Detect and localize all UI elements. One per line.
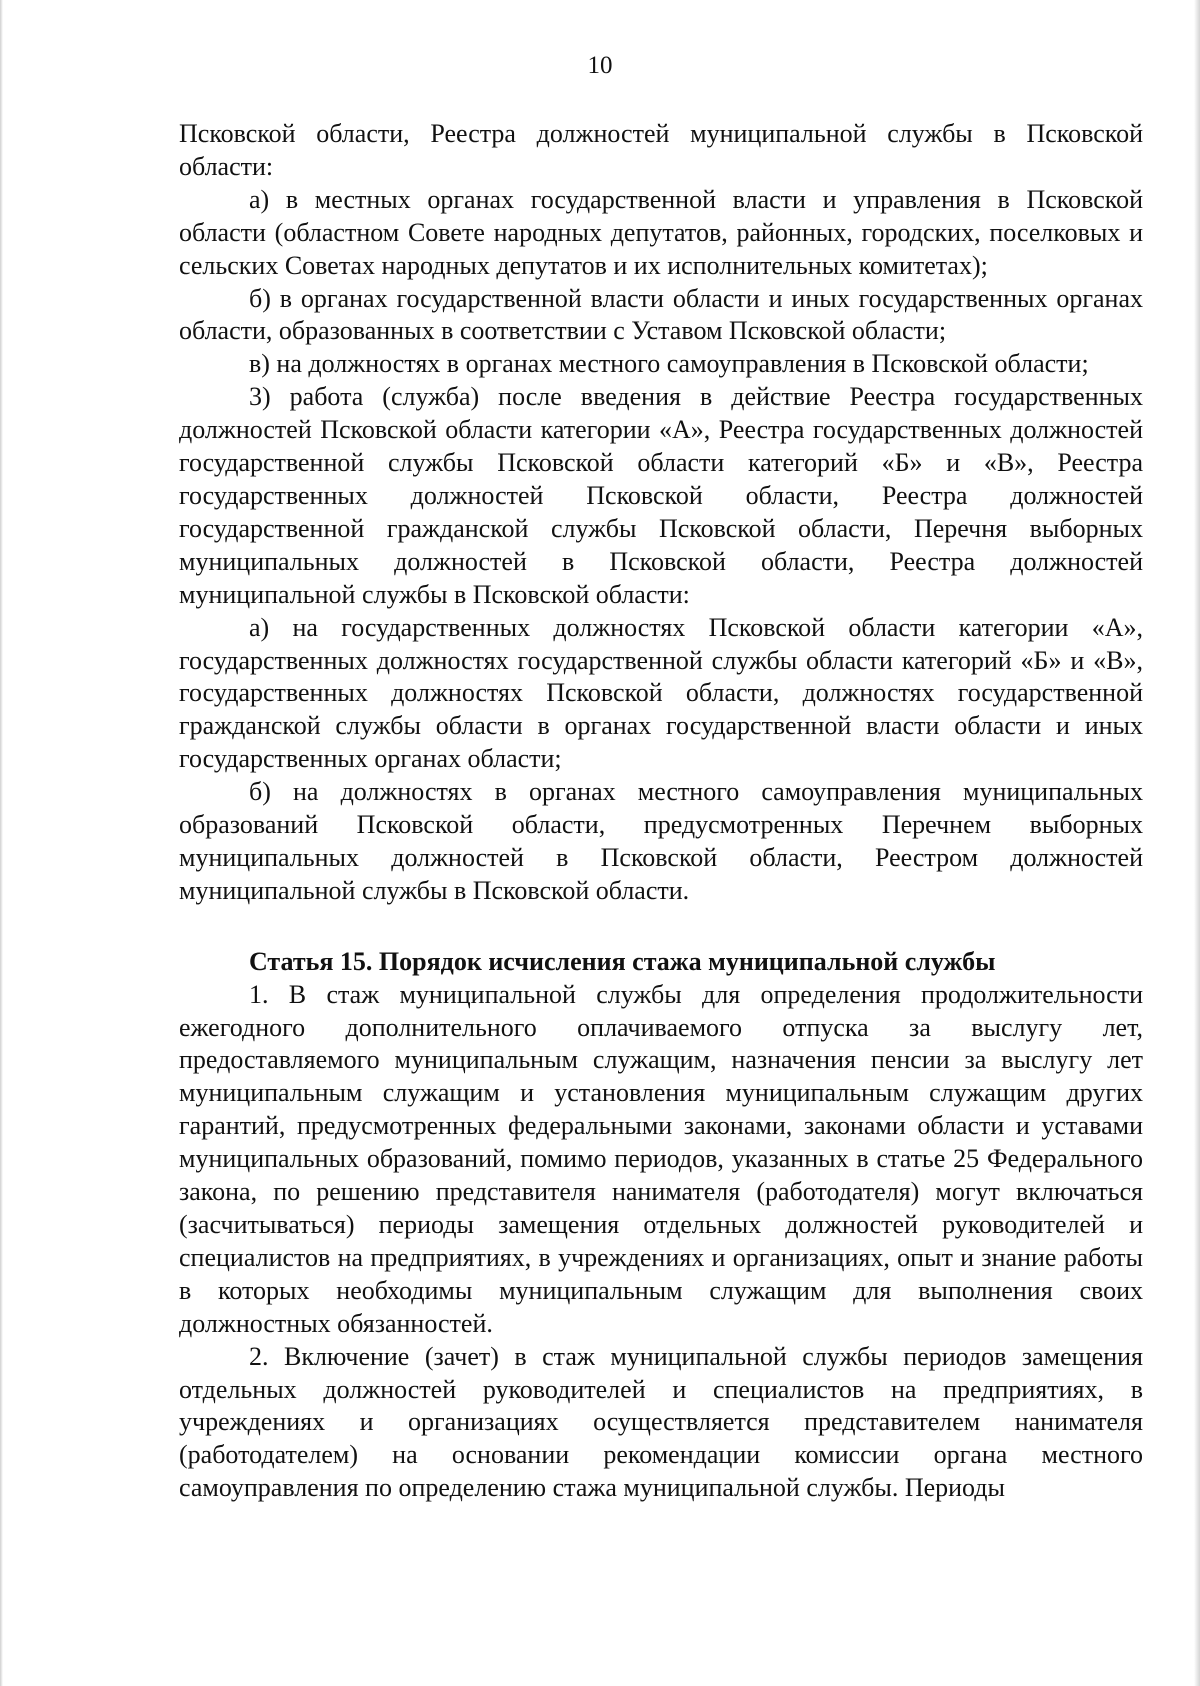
paragraph-item-3-work-after-registry: 3) работа (служба) после введения в действие Реестра государственных должностей Псковской области категории «А», Реестра государственных должностей государственной службы Псковской области категорий «Б» и «В», Реестра государственных должностей Псковской области, Реестра должностей государственной гражданской службы Псковской области, Перечня выборных муниципальных должностей в Псковской области, Реестра должностей муниципальной службы в Псковской области: bbox=[179, 382, 1143, 609]
paragraph-continuation: Псковской области, Реестра должностей муниципальной службы в Псковской области: bbox=[179, 119, 1143, 181]
paragraph-item-b-municipal-positions: б) на должностях в органах местного самоуправления муниципальных образований Псковской области, предусмотренных Перечнем выборных муниципальных должностей в Псковской области, Реестром должностей муниципальной службы в Псковской области. bbox=[179, 777, 1143, 905]
paragraph-item-a-local-organs: а) в местных органах государственной власти и управления в Псковской области (областном Совете народных депутатов, районных, городских, поселковых и сельских Советах народных депутатов и их исполнительных комитетах); bbox=[179, 184, 1143, 280]
paragraph-article-15-point-1: 1. В стаж муниципальной службы для определения продолжительности ежегодного дополнительного оплачиваемого отпуска за выслугу лет, предоставляемого муниципальным служащим, назначения пенсии за выслугу лет муниципальным служащим и установления муниципальным служащим других гарантий, предусмотренных федеральными законами, законами области и уставами муниципальных образований, помимо периодов, указанных в статье 25 Федерального закона, по решению представителя нанимателя (работодателя) могут включаться (засчитываться) периоды замещения отдельных должностей руководителей и специалистов на предприятиях, в учреждениях и организациях, опыт и знание работы в которых необходимы муниципальным служащим для выполнения своих должностных обязанностей. bbox=[179, 979, 1143, 1338]
paragraph-item-b-state-organs: б) в органах государственной власти области и иных государственных органах области, образованных в соответствии с Уставом Псковской области; bbox=[179, 283, 1143, 346]
article-heading: Статья 15. Порядок исчисления стажа муниципальной службы bbox=[249, 946, 996, 976]
document-body bbox=[179, 118, 1143, 1505]
scan-edge-right bbox=[1194, 0, 1200, 1686]
paragraph-item-a-state-positions: а) на государственных должностях Псковской области категории «А», государственных должностях государственной службы области категорий «Б» и «В», государственных должностях Псковской области, должностях государственной гражданской службы области в органах государственной власти области и иных государственных органах области; bbox=[179, 612, 1143, 774]
page-number: 10 bbox=[587, 52, 613, 79]
paragraph-item-v-local-self-government: в) на должностях в органах местного самоуправления в Псковской области; bbox=[249, 349, 1089, 379]
scan-edge-left bbox=[0, 0, 3, 1686]
paragraph-article-15-point-2: 2. Включение (зачет) в стаж муниципальной службы периодов замещения отдельных должностей руководителей и специалистов на предприятиях, в учреждениях и организациях осуществляется представителем нанимателя (работодателем) на основании рекомендации комиссии органа местного самоуправления по определению стажа муниципальной службы. Периоды bbox=[179, 1341, 1143, 1503]
